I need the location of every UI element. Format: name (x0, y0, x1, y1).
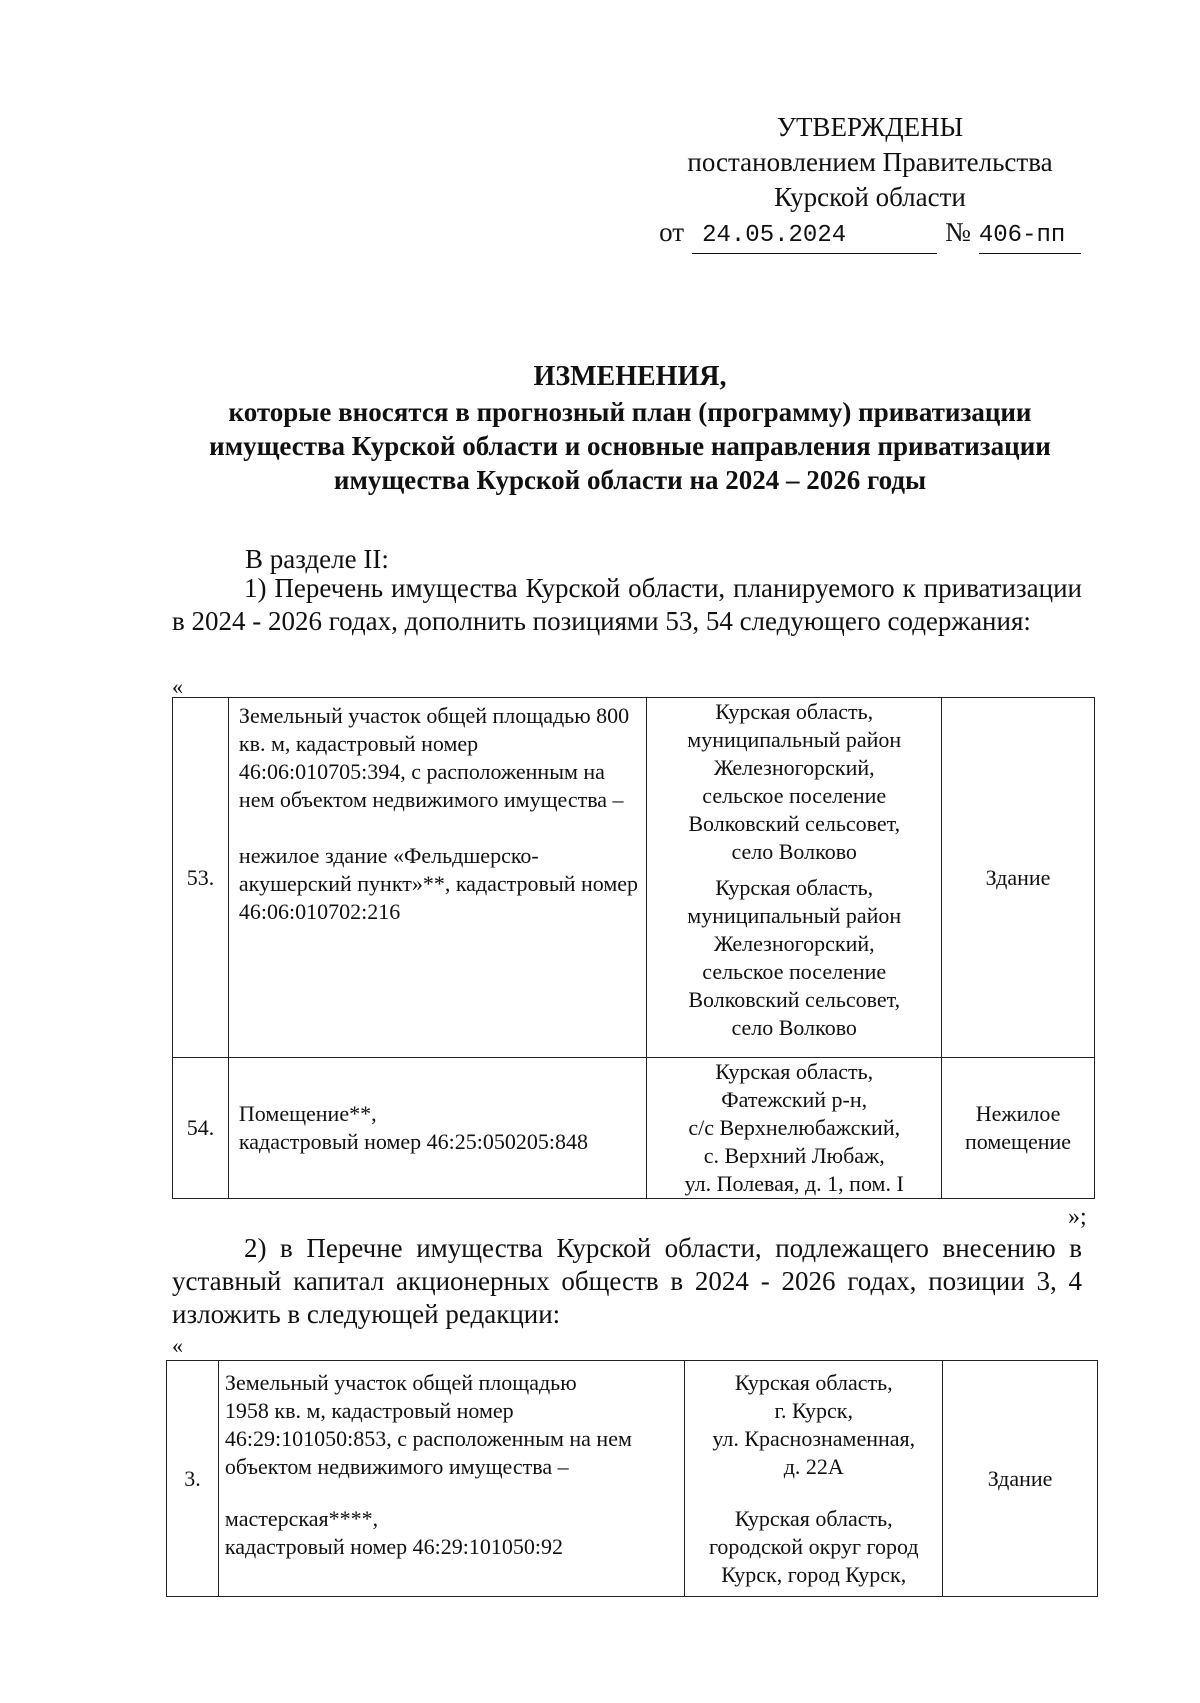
section-intro: В разделе II: (245, 544, 389, 574)
addr-line: Курская область, (715, 1059, 874, 1084)
addr-line: с/с Верхнелюбажский, (688, 1115, 901, 1140)
desc-line: Земельный участок общей площадью (224, 1370, 577, 1395)
addr-line: с. Верхний Любаж, (703, 1143, 885, 1168)
kind-line: Нежилое (975, 1101, 1061, 1126)
addr-line: г. Курск, (774, 1398, 853, 1423)
row-address (685, 1361, 943, 1597)
row-kind (942, 1058, 1095, 1199)
addr-line: Курская область, (734, 1506, 893, 1531)
desc-building: нежилое здание «Фельдшерско-акушерский пункт»**, кадастровый номер 46:06:010702:216 (238, 843, 639, 924)
item1-paragraph: 1) Перечень имущества Курской области, планируемого к приватизации в 2024 - 2026 годах, дополнить позициями 53, 54 следующего содержания: (172, 573, 1082, 636)
addr-line: муниципальный район (687, 727, 902, 752)
addr-line: село Волково (731, 1015, 857, 1040)
addr-line: село Волково (731, 839, 857, 864)
desc-line: мастерская****, (224, 1506, 379, 1531)
item2-paragraph: 2) в Перечне имущества Курской области, подлежащего внесению в уставный капитал акционерных обществ в 2024 - 2026 годах, позиции 3, 4 изложить в следующей редакции: (172, 1233, 1082, 1329)
row-address (647, 698, 942, 1058)
addr-line: Курская область, (715, 875, 874, 900)
addr-line: сельское поселение (702, 783, 887, 808)
addr-line: городской округ город (708, 1534, 919, 1559)
approval-number: 406-пп (979, 218, 1081, 254)
approval-line1: постановлением Правительства (687, 147, 1053, 177)
desc-line: Помещение**, (238, 1101, 377, 1126)
desc-line: 46:29:101050:853, с расположенным на нем (224, 1426, 632, 1451)
addr-line: ул. Полевая, д. 1, пом. I (684, 1171, 904, 1196)
table-row (173, 698, 1095, 1058)
kind-line: помещение (965, 1129, 1072, 1154)
date-prefix: от (659, 217, 685, 247)
quote-open-1: « (172, 674, 183, 699)
addr-line: Железногорский, (713, 931, 875, 956)
row-kind: Здание (943, 1361, 1098, 1597)
desc-land-plot: Земельный участок общей площадью 800 кв. м, кадастровый номер 46:06:010705:394, с расположенным на нем объектом недвижимого имущества – (238, 703, 630, 812)
addr-line: Курск, город Курск, (721, 1562, 907, 1587)
row-address (647, 1058, 942, 1199)
table-row (173, 1058, 1095, 1199)
row-number: 54. (173, 1058, 229, 1199)
addr-line: Курская область, (715, 699, 874, 724)
desc-line: кадастровый номер 46:29:101050:92 (224, 1534, 563, 1559)
row-number: 53. (173, 698, 229, 1058)
approval-line2: Курской области (774, 182, 966, 212)
quote-open-2: « (172, 1333, 183, 1358)
title-sub1: которые вносятся в прогнозный план (программу) приватизации (228, 397, 1032, 427)
quote-close-1: »; (1068, 1204, 1087, 1230)
desc-line: кадастровый номер 46:25:050205:848 (238, 1129, 588, 1154)
addr-line: Волковский сельсовет, (688, 987, 901, 1012)
addr-line: ул. Краснознаменная, (712, 1426, 916, 1451)
title-sub2: имущества Курской области и основные направления приватизации (209, 431, 1051, 461)
row-description (218, 1361, 684, 1597)
addr-line: д. 22А (783, 1454, 844, 1479)
table-positions-53-54 (172, 697, 1095, 1199)
approval-date-line (640, 215, 1100, 254)
document-title (160, 360, 1100, 497)
number-prefix: № (945, 217, 971, 247)
addr-line: Волковский сельсовет, (688, 811, 901, 836)
row-description (228, 698, 646, 1058)
addr-line: сельское поселение (702, 959, 887, 984)
row-description (228, 1058, 646, 1199)
addr-line: Железногорский, (713, 755, 875, 780)
title-main: ИЗМЕНЕНИЯ, (533, 361, 727, 392)
row-kind: Здание (942, 698, 1095, 1058)
table-row (167, 1361, 1098, 1597)
desc-line: объектом недвижимого имущества – (224, 1454, 569, 1479)
approval-block (640, 110, 1100, 254)
approval-date: 24.05.2024 (692, 218, 937, 254)
addr-line: Фатежский р-н, (721, 1087, 868, 1112)
addr-line: муниципальный район (687, 903, 902, 928)
row-number: 3. (167, 1361, 219, 1597)
desc-line: 1958 кв. м, кадастровый номер (224, 1398, 514, 1423)
approval-heading: УТВЕРЖДЕНЫ (776, 112, 964, 142)
addr-line: Курская область, (734, 1370, 893, 1395)
title-sub3: имущества Курской области на 2024 – 2026 годы (333, 465, 927, 495)
table-positions-3-4 (166, 1360, 1098, 1597)
